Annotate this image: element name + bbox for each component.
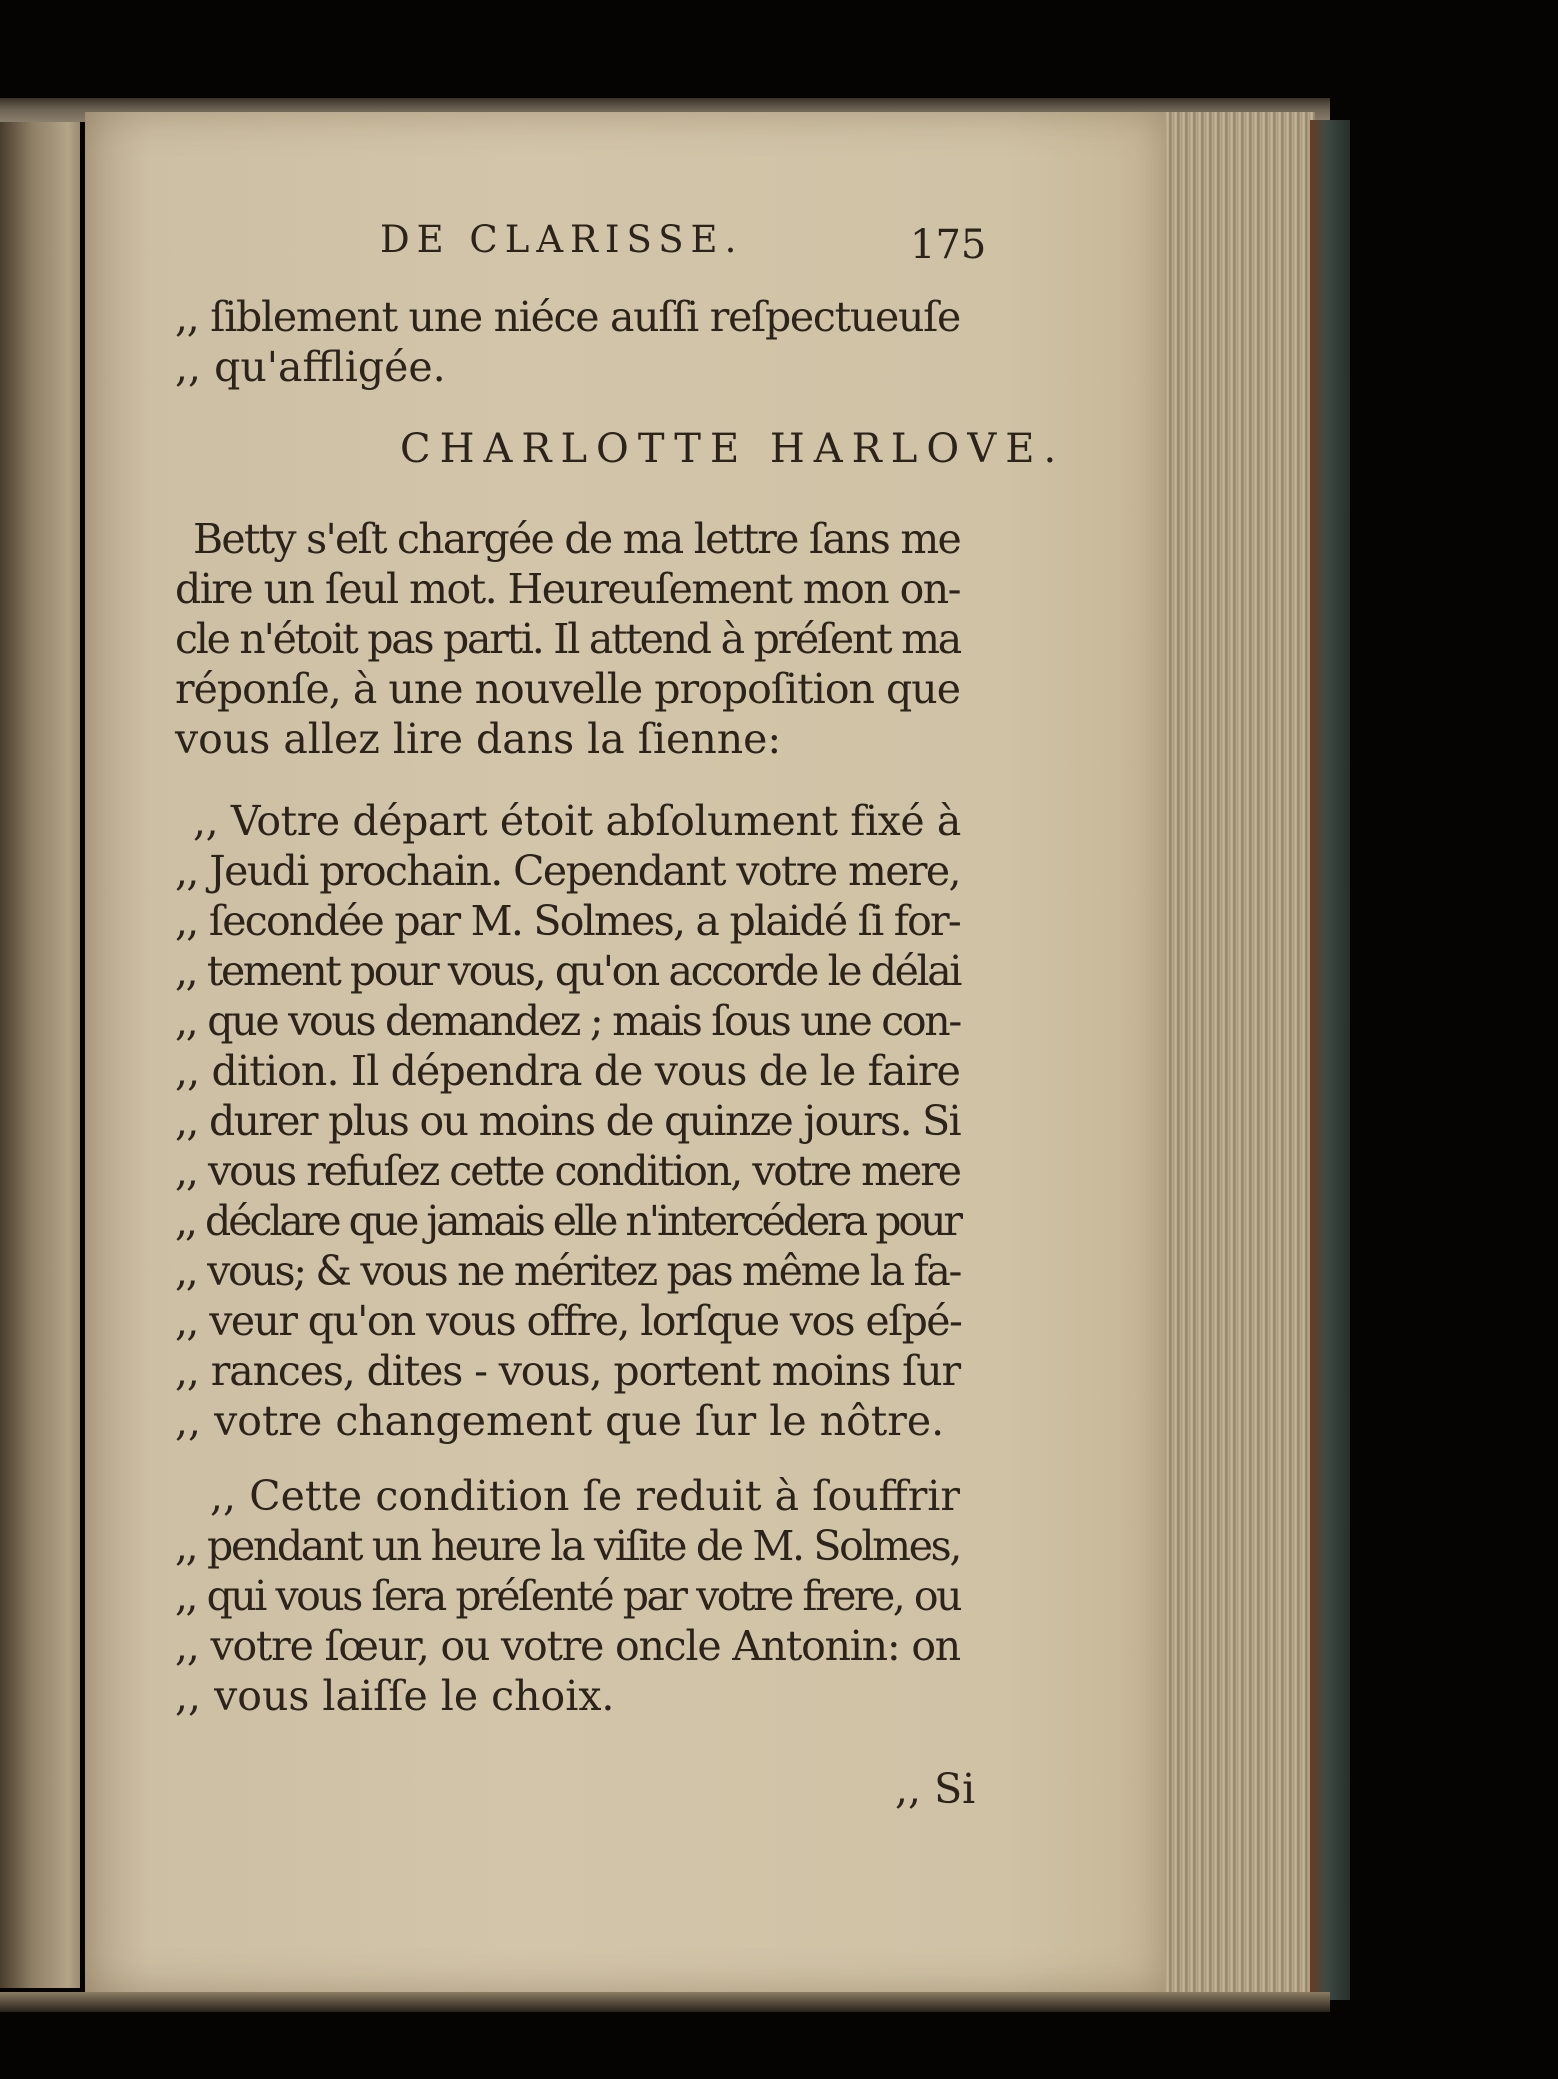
text-line: ,, votre ſœur, ou votre oncle Antonin: on: [175, 1622, 960, 1670]
book-cover-edge: [1310, 120, 1350, 2000]
text-line: ,, durer plus ou moins de quinze jours. Si: [175, 1097, 960, 1145]
text-line: vous allez lire dans la ſienne:: [175, 715, 782, 763]
text-line: réponſe, à une nouvelle propoſition que: [175, 665, 960, 713]
text-line: ,, veur qu'on vous offre, lorſque vos eſpé-: [175, 1297, 962, 1345]
text-line: ,, rances, dites - vous, portent moins ſur: [175, 1347, 960, 1395]
text-line: ,, ſecondée par M. Solmes, a plaidé ſi for-: [175, 897, 960, 945]
page-number: 175: [910, 222, 987, 268]
text-line: ,, tement pour vous, qu'on accorde le délai: [175, 947, 960, 995]
running-head: DE CLARISSE.: [380, 218, 744, 261]
text-line: ,, déclare que jamais elle n'intercédera pour: [175, 1197, 960, 1245]
text-line: ,, votre changement que ſur le nôtre.: [175, 1397, 945, 1445]
text-line: ,, ſiblement une niéce auſſi reſpectueuſe: [175, 293, 960, 341]
text-line: ,, qui vous ſera préſenté par votre frere, ou: [175, 1572, 960, 1620]
text-line: ,, qu'affligée.: [175, 343, 446, 391]
text-line: Betty s'eſt chargée de ma lettre ſans me: [193, 515, 960, 563]
text-line: ,, vous laiſſe le choix.: [175, 1672, 615, 1720]
catchword: ,, Si: [895, 1765, 976, 1813]
text-line: ,, pendant un heure la viſite de M. Solmes,: [175, 1522, 960, 1570]
text-line: ,, vous; & vous ne méritez pas même la fa-: [175, 1247, 960, 1295]
left-page-edge: [0, 118, 80, 1988]
book-bottom-edge: [0, 1992, 1330, 2012]
text-line: ,, dition. Il dépendra de vous de le faire: [175, 1047, 960, 1095]
text-line: dire un ſeul mot. Heureuſement mon on-: [175, 565, 960, 613]
text-line: ,, vous refuſez cette condition, votre mere: [175, 1147, 960, 1195]
text-line: ,, Cette condition ſe reduit à ſouffrir: [210, 1472, 960, 1520]
text-line: cle n'étoit pas parti. Il attend à préſent ma: [175, 615, 960, 663]
text-line: ,, Jeudi prochain. Cependant votre mere,: [175, 847, 960, 895]
text-line: ,, Votre départ étoit abſolument fixé à: [193, 797, 961, 845]
signature: CHARLOTTE HARLOVE.: [400, 426, 1066, 472]
text-line: ,, que vous demandez ; mais ſous une con-: [175, 997, 960, 1045]
page-fore-edge: [1165, 112, 1315, 1992]
